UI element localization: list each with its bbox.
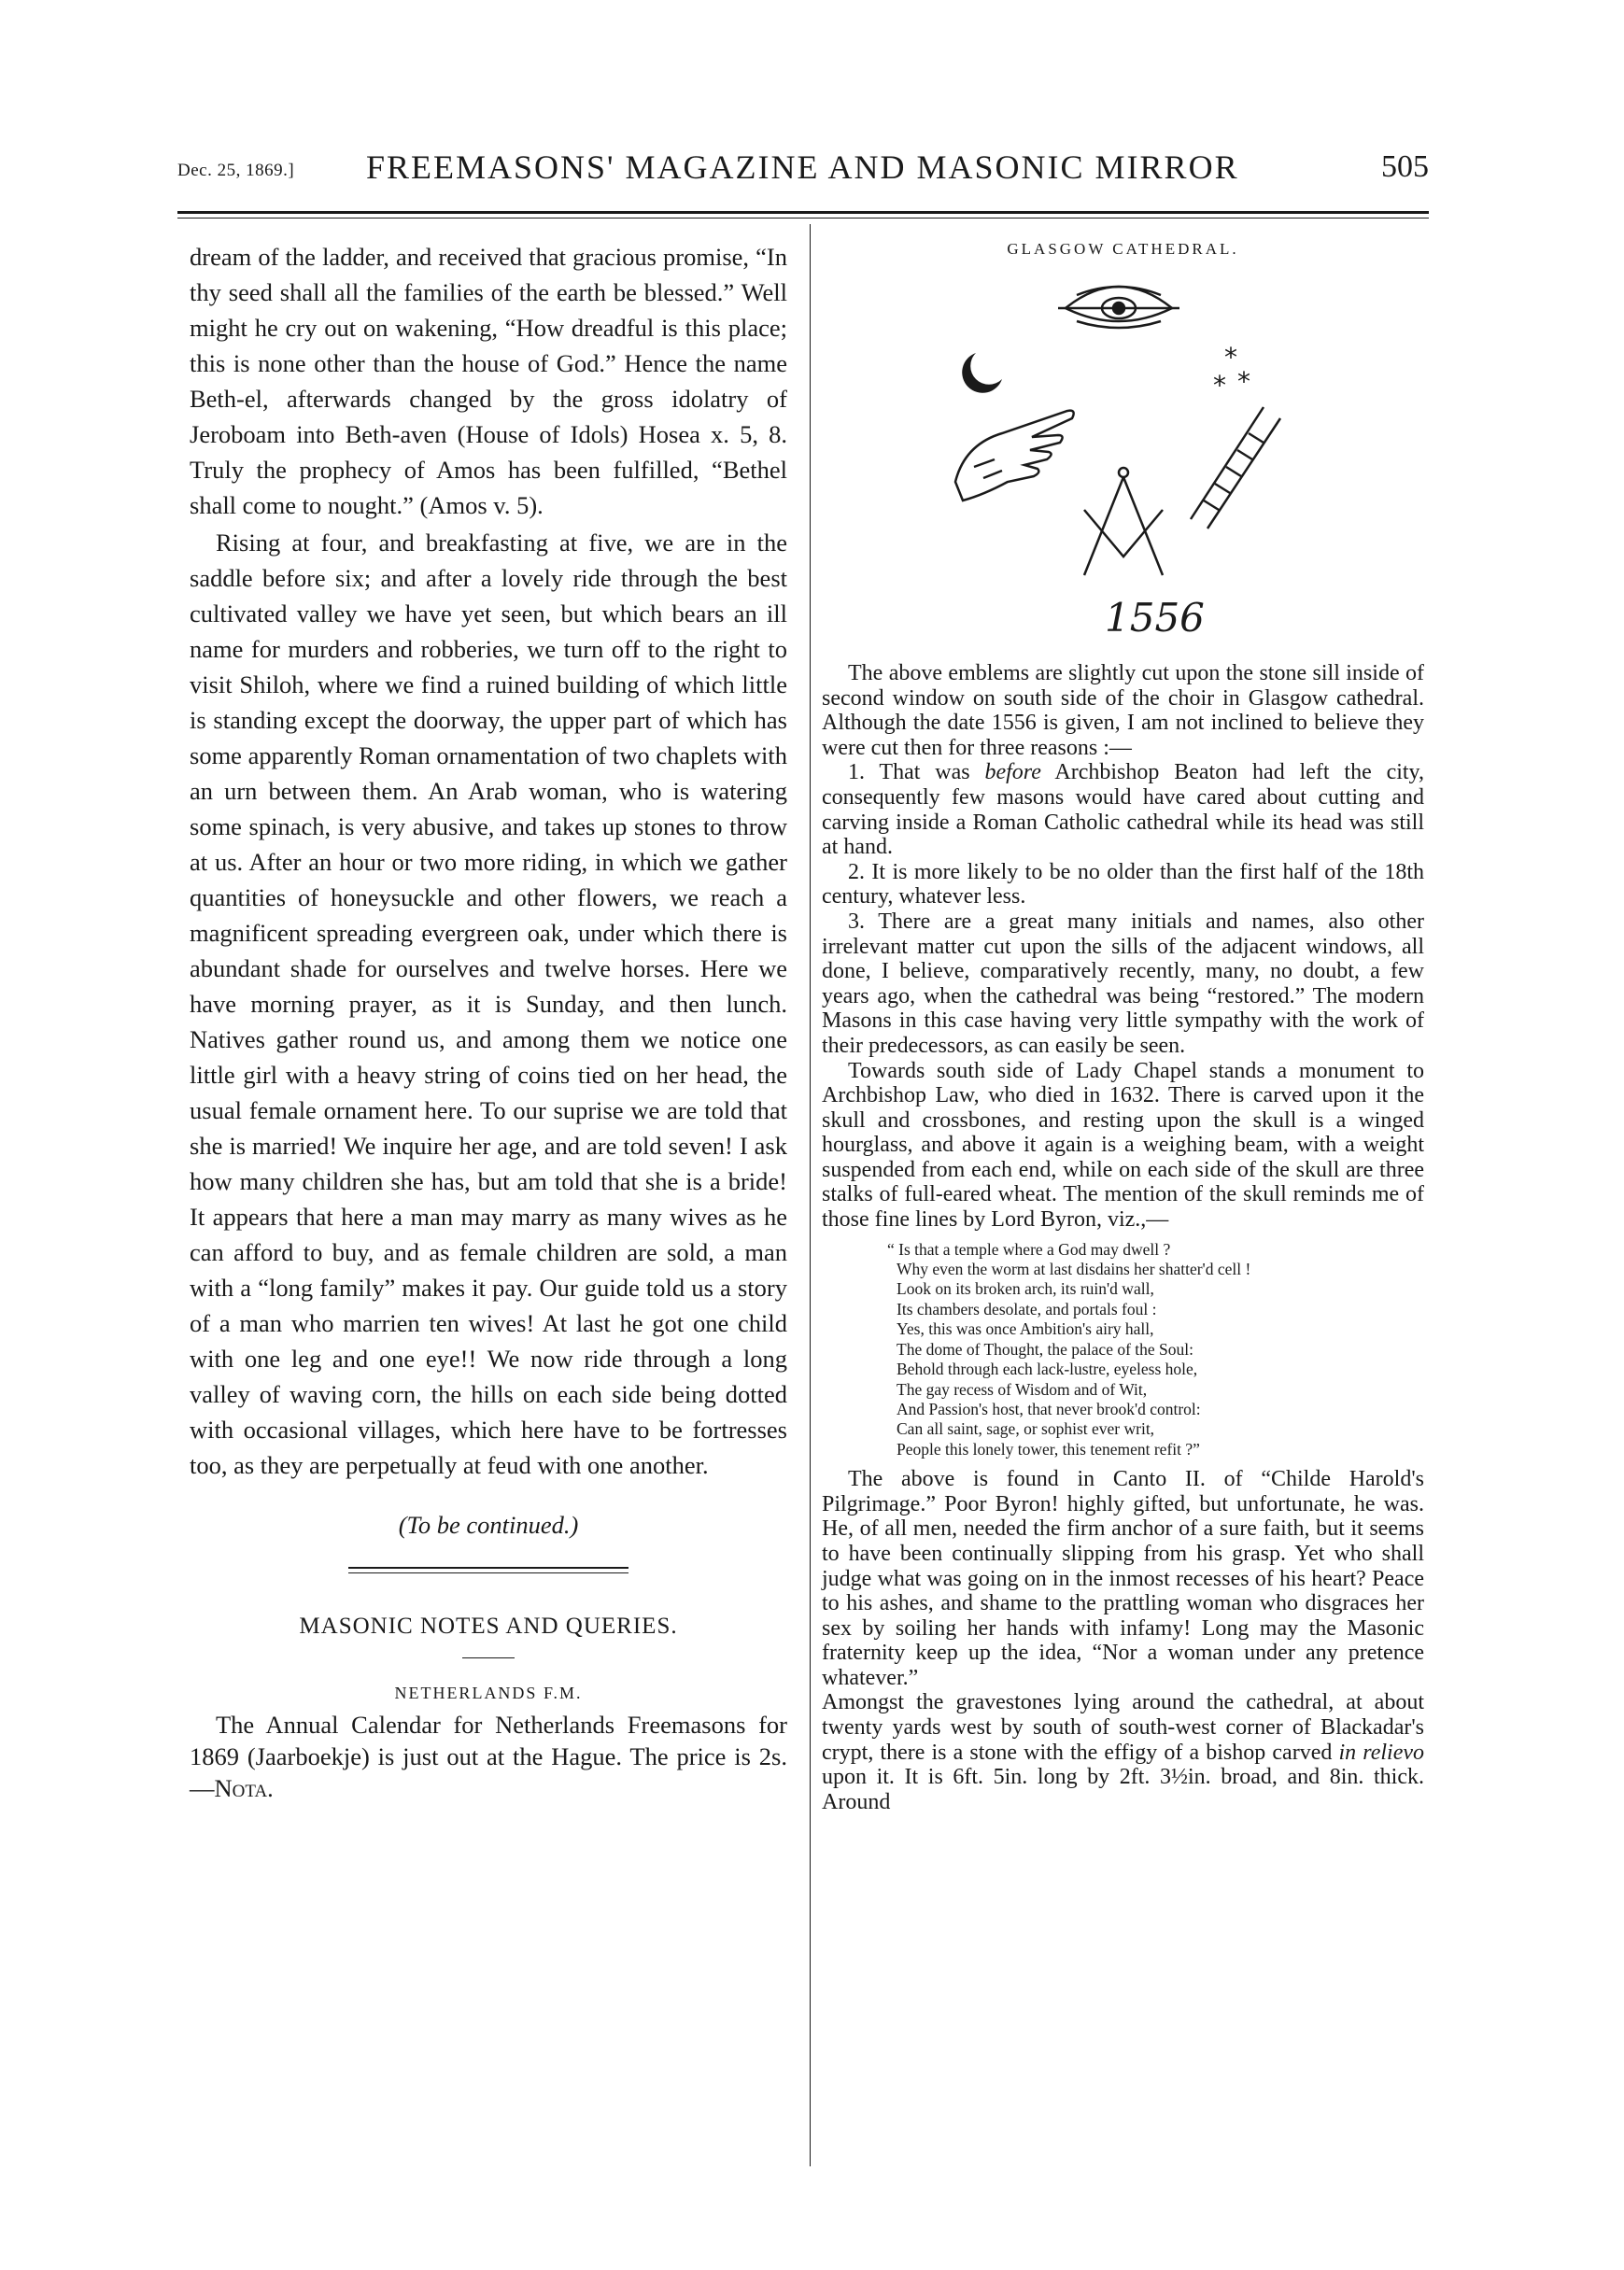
article-paragraph: The above is found in Canto II. of “Childe Harold's Pilgrimage.” Poor Byron! highly gifted, but unfortunate, he was. He, of all men, needed the firm anchor of a sure faith, but it seems to have been continually slipping from his grasp. Yet who shall judge what was going on in the inmost recesses of his heart? Peace to his ashes, and shame to the prattling woman who disgraces her sex by soiling her hands with infamy! Long may the Masonic fraternity keep up the idea, “Nor a woman under any pretence whatever.” xyxy=(822,1467,1424,1690)
page-number: 505 xyxy=(1381,149,1429,184)
poem-line: People this lonely tower, this tenement refit ?” xyxy=(897,1439,1200,1459)
svg-text:*: * xyxy=(1236,366,1250,397)
text-run: Archbishop Beaton had left the city, consequently few masons would have cared about cutting and carving inside a Roman Catholic cathedral while its head was still at hand. xyxy=(822,760,1424,860)
section-divider xyxy=(348,1572,628,1573)
page-header xyxy=(177,148,1429,194)
all-seeing-eye-icon xyxy=(1058,287,1179,328)
byron-poem xyxy=(887,1240,1424,1459)
notes-text: The Annual Calendar for Netherlands Freemasons for 1869 (Jaarboekje) is just out at the Hague. The price is 2s.— xyxy=(190,1711,787,1802)
left-column xyxy=(190,239,787,1804)
article-paragraph: dream of the ladder, and received that gracious promise, “In thy seed shall all the families of the earth be blessed.” Well might he cry out on wakening, “How dreadful is this place; this is none other than the house of God.” Hence the name Beth-el, afterwards changed by the gross idolatry of Jeroboam into Beth-aven (House of Idols) Hosea x. 5, 8. Truly the prophecy of Amos has been fulfilled, “Bethel shall come to nought.” (Amos v. 5). xyxy=(190,243,787,519)
sub-heading: NETHERLANDS F.M. xyxy=(394,1684,583,1702)
poem-line: And Passion's host, that never brook'd control: xyxy=(897,1399,1201,1418)
right-column xyxy=(822,239,1424,1814)
svg-text:*: * xyxy=(1223,342,1237,373)
figure-caption: GLASGOW CATHEDRAL. xyxy=(1007,240,1239,258)
poem-line: The dome of Thought, the palace of the Soul: xyxy=(897,1339,1193,1359)
continued-note: (To be continued.) xyxy=(398,1511,579,1539)
poem-line: Behold through each lack-lustre, eyeless hole, xyxy=(897,1360,1198,1379)
poem-line: Can all saint, sage, or sophist ever writ, xyxy=(897,1419,1155,1439)
section-divider xyxy=(348,1567,628,1569)
poem-line: The gay recess of Wisdom and of Wit, xyxy=(897,1379,1148,1399)
cathedral-emblems-figure xyxy=(927,267,1320,641)
stars-icon xyxy=(1213,342,1250,401)
article-paragraph: Towards south side of Lady Chapel stands a monument to Archbishop Law, who died in 1632. There is carved upon it the skull and crossbones, and resting upon the skull is a winged hourglass, and above it again is a weighing beam, with a weight suspended from each end, while on each side of the skull are three stalks of full-eared wheat. The mention of the skull reminds me of those fine lines by Lord Byron, viz.,— xyxy=(822,1058,1424,1233)
text-run: upon it. It is 6ft. 5in. long by 2ft. 3½in. broad, and 8in. thick. Around xyxy=(822,1765,1424,1814)
crescent-moon-icon xyxy=(962,353,1002,393)
notes-signature: Nota. xyxy=(214,1774,274,1802)
header-rule-thick xyxy=(177,211,1429,214)
poem-line: Why even the worm at last disdains her shatter'd cell ! xyxy=(897,1260,1251,1279)
ladder-icon xyxy=(1191,407,1280,529)
article-paragraph: Rising at four, and breakfasting at five, we are in the saddle before six; and after a lovely ride through the best cultivated valley we have yet seen, but which bears an ill name for murders and robberies, we turn off to the right to visit Shiloh, where we find a ruined building of which little is standing except the doorway, the upper part of which has some apparently Roman ornamentation of two chaplets with an urn between them. An Arab woman, who is watering some spinach, is very abusive, and takes up stones to throw at us. After an hour or two more riding, in which we gather quantities of honeysuckle and other flowers, we reach a magnificent spreading evergreen oak, under which there is abundant shade for ourselves and twelve horses. Here we have morning prayer, as it is Sunday, and then lunch. Natives gather round us, and among them we notice one little girl with a heavy string of coins tied on her head, the usual female ornament here. To our suprise we are told that she is married! We inquire her age, and are told seven! I ask how many children she has, but am told that she is a bride! It appears that here a man may marry as many wives as he can afford to buy, and as female children are sold, a man with a “long family” makes it pay. Our guide told us a story of a man who marrien ten wives! At last he got one child with one leg and one eye!! We now ride through a long valley of waving corn, the hills on each side being dotted with occasional villages, which here have to be fortresses too, as they are perpetually at feud with one another. xyxy=(190,529,787,1479)
figure-date: 1556 xyxy=(1104,595,1205,641)
article-paragraph xyxy=(822,1690,1424,1814)
svg-text:*: * xyxy=(1212,370,1226,401)
emphasis: in relievo xyxy=(1338,1740,1424,1765)
square-and-compasses-icon xyxy=(1084,468,1163,575)
notes-paragraph xyxy=(190,1709,787,1804)
text-run: 1. That was xyxy=(848,760,985,785)
emphasis: before xyxy=(984,760,1041,785)
issue-date: Dec. 25, 1869.] xyxy=(177,161,295,180)
poem-line: “ Is that a temple where a God may dwell ? xyxy=(887,1239,1171,1259)
poem-line: Yes, this was once Ambition's airy hall, xyxy=(897,1319,1154,1339)
magazine-title: FREEMASONS' MAGAZINE AND MASONIC MIRROR xyxy=(366,148,1239,186)
hand-icon xyxy=(955,411,1074,501)
poem-line: Its chambers desolate, and portals foul : xyxy=(897,1299,1157,1318)
article-paragraph: The above emblems are slightly cut upon the stone sill inside of second window on south side of the choir in Glasgow cathedral. Although the date 1556 is given, I am not inclined to believe they were cut then for three reasons :— xyxy=(822,661,1424,760)
heading-rule xyxy=(462,1657,515,1658)
header-rule-thin xyxy=(177,218,1429,219)
article-paragraph: 3. There are a great many initials and names, also other irrelevant matter cut upon the sills of the adjacent windows, all done, I believe, comparatively recently, many, no doubt, a few years ago, when the cathedral was being “restored.” The modern Masons in this case having very little sympathy with the work of their predecessors, as can easily be seen. xyxy=(822,909,1424,1058)
article-paragraph: 2. It is more likely to be no older than the first half of the 18th century, whatever less. xyxy=(822,859,1424,909)
column-divider xyxy=(810,224,811,2166)
article-paragraph xyxy=(822,760,1424,859)
section-heading: MASONIC NOTES AND QUERIES. xyxy=(299,1614,678,1639)
poem-line: Look on its broken arch, its ruin'd wall, xyxy=(897,1279,1154,1299)
text-run: Amongst the gravestones lying around the cathedral, at about twenty yards west by south of south-west corner of Blackadar's crypt, there is a stone with the effigy of a bishop carved xyxy=(822,1690,1424,1765)
